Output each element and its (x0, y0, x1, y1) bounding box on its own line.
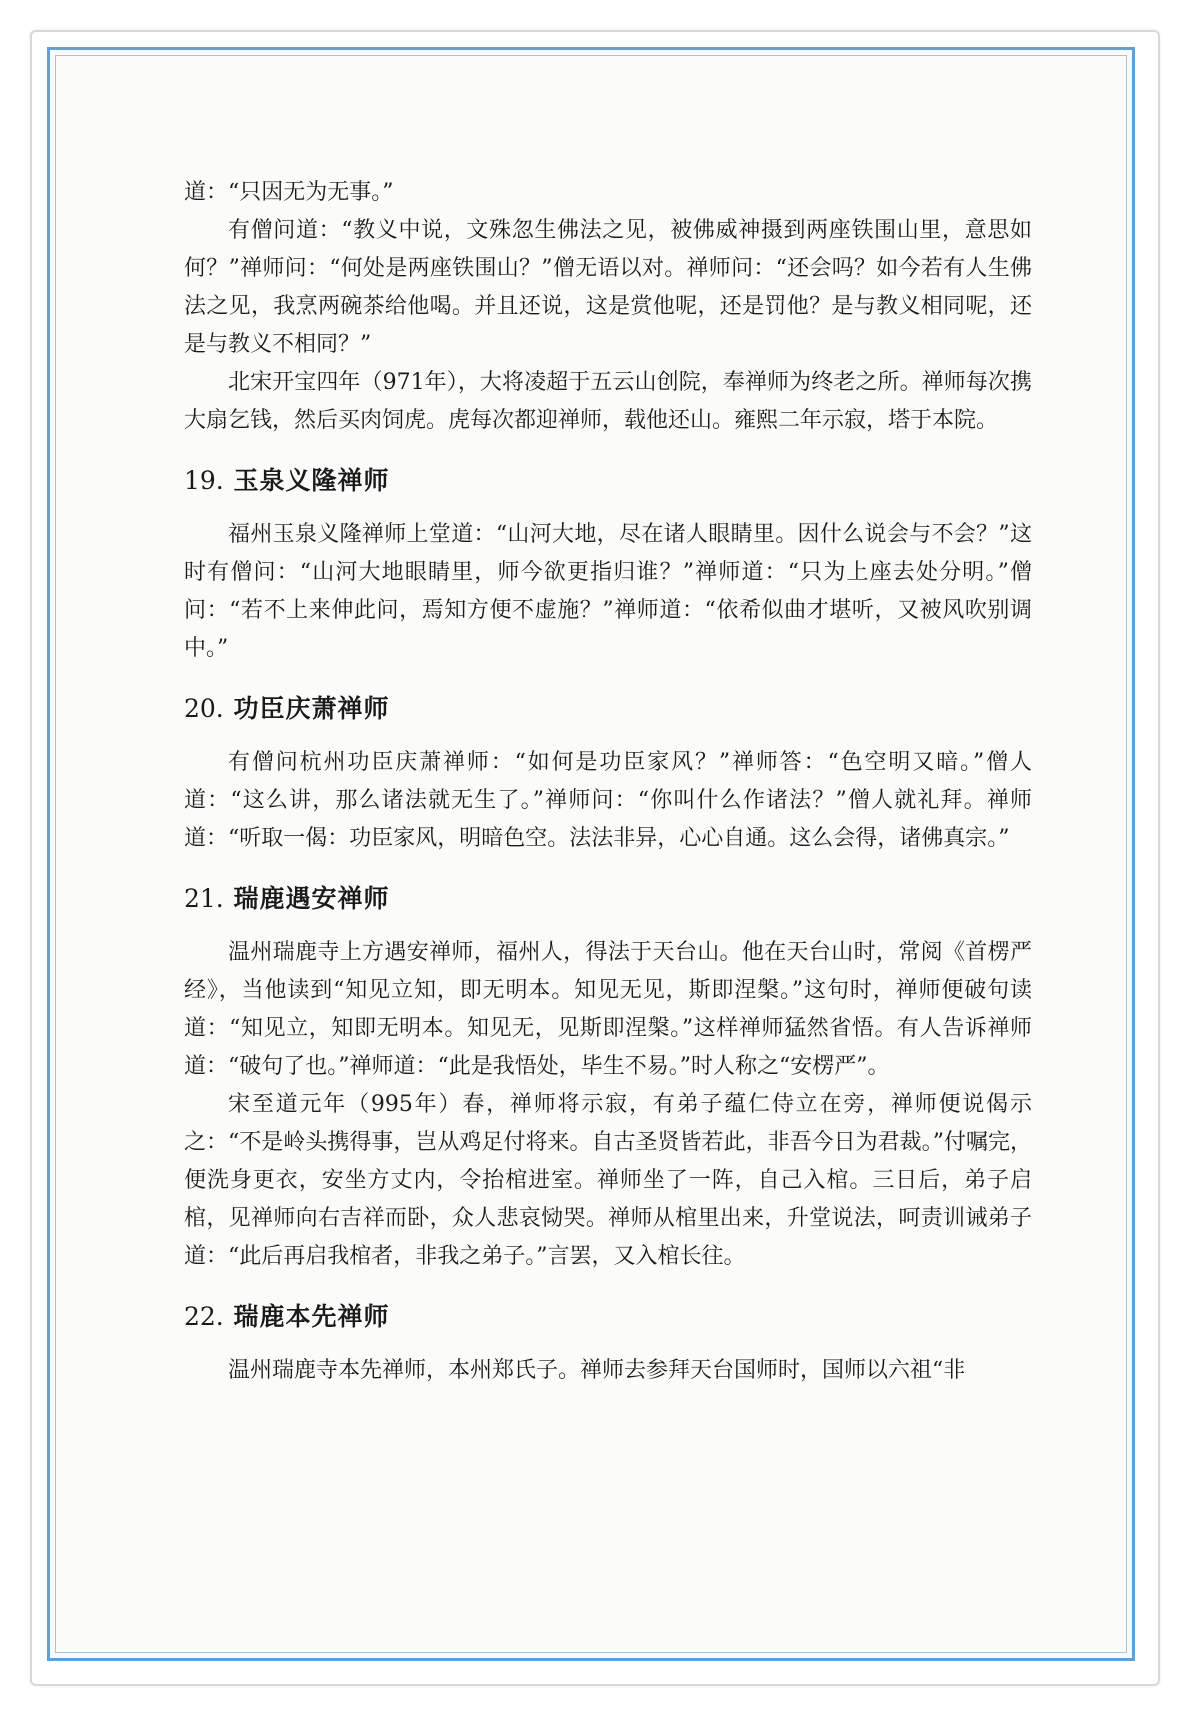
section-title-text: 瑞鹿本先禅师 (233, 1302, 390, 1331)
section-heading (184, 462, 1032, 500)
section-title-text: 玉泉义隆禅师 (233, 466, 390, 495)
paragraph: 温州瑞鹿寺本先禅师，本州郑氏子。禅师去参拜天台国师时，国师以六祖“非 (228, 1358, 966, 1383)
section-title-text: 功臣庆萧禅师 (233, 694, 390, 723)
paragraph: 有僧问道：“教义中说，文殊忽生佛法之见，被佛威神摄到两座铁围山里，意思如何？”禅师问：“何处是两座铁围山？”僧无语以对。禅师问：“还会吗？如今若有人生佛法之见，我烹两碗茶给他喝。并且还说，这是赏他呢，还是罚他？是与教义相同呢，还是与教义不相同？” (184, 218, 1032, 357)
paragraph: 宋至道元年（995年）春，禅师将示寂，有弟子蕴仁侍立在旁，禅师便说偈示之：“不是岭头携得事，岂从鸡足付将来。自古圣贤皆若此，非吾今日为君裁。”付嘱完，便洗身更衣，安坐方丈内，令抬棺进室。禅师坐了一阵，自己入棺。三日后，弟子启棺，见禅师向右吉祥而卧，众人悲哀恸哭。禅师从棺里出来，升堂说法，呵责训诫弟子道：“此后再启我棺者，非我之弟子。”言罢，又入棺长往。 (184, 1092, 1032, 1269)
paragraph: 有僧问杭州功臣庆萧禅师：“如何是功臣家风？”禅师答：“色空明又暗。”僧人道：“这么讲，那么诸法就无生了。”禅师问：“你叫什么作诸法？”僧人就礼拜。禅师道：“听取一偈：功臣家风，明暗色空。法法非异，心心自通。这么会得，诸佛真宗。” (184, 750, 1032, 851)
paragraph: 北宋开宝四年（971年），大将凌超于五云山创院，奉禅师为终老之所。禅师每次携大扇乞钱，然后买肉饲虎。虎每次都迎禅师，载他还山。雍熙二年示寂，塔于本院。 (184, 370, 1032, 433)
section-heading (184, 880, 1032, 918)
section-number: 21. (184, 884, 224, 913)
section-number: 20. (184, 694, 224, 723)
paragraph: 福州玉泉义隆禅师上堂道：“山河大地，尽在诸人眼睛里。因什么说会与不会？”这时有僧问：“山河大地眼睛里，师今欲更指归谁？”禅师道：“只为上座去处分明。”僧问：“若不上来伸此问，焉知方便不虚施？”禅师道：“依希似曲才堪听，又被风吹别调中。” (184, 522, 1032, 661)
section-number: 19. (184, 466, 224, 495)
section-heading (184, 1298, 1032, 1336)
section-number: 22. (184, 1302, 224, 1331)
paragraph: 道：“只因无为无事。” (184, 180, 394, 205)
paragraph: 温州瑞鹿寺上方遇安禅师，福州人，得法于天台山。他在天台山时，常阅《首楞严经》，当他读到“知见立知，即无明本。知见无见，斯即涅槃。”这句时，禅师便破句读道：“知见立，知即无明本。知见无，见斯即涅槃。”这样禅师猛然省悟。有人告诉禅师道：“破句了也。”禅师道：“此是我悟处，毕生不易。”时人称之“安楞严”。 (184, 940, 1032, 1079)
page-body (184, 174, 1032, 1390)
section-title-text: 瑞鹿遇安禅师 (233, 884, 390, 913)
section-heading (184, 690, 1032, 728)
